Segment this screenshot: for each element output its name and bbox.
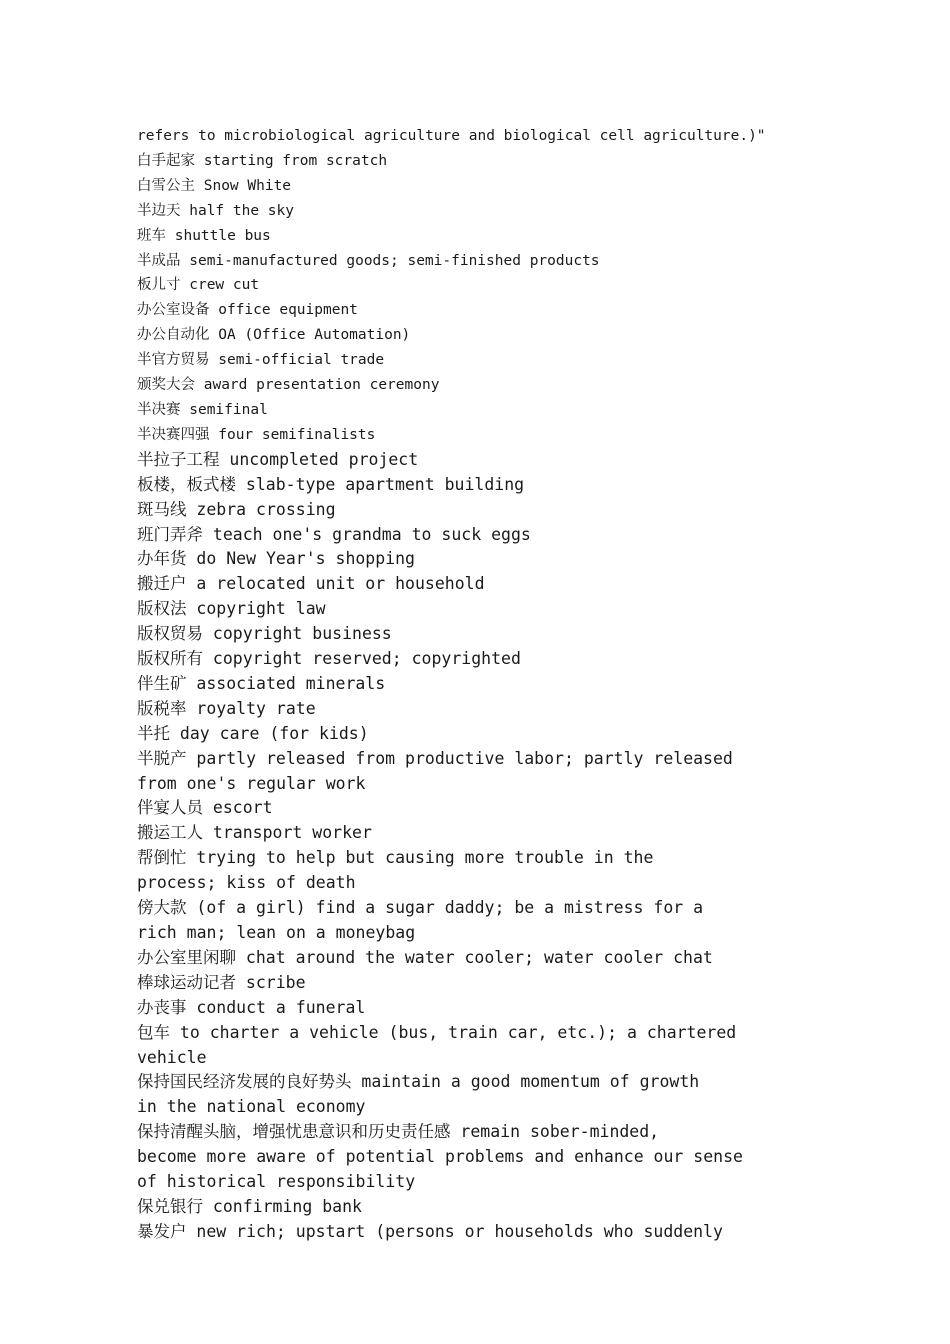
- glossary-line: from one's regular work: [137, 773, 366, 793]
- glossary-line: 棒球运动记者 scribe: [137, 972, 306, 992]
- glossary-line: 白手起家 starting from scratch: [137, 152, 388, 169]
- glossary-line: 班门弄斧 teach one's grandma to suck eggs: [137, 524, 531, 544]
- glossary-line: 帮倒忙 trying to help but causing more trouble in the: [137, 848, 654, 868]
- glossary-line: 办公室设备 office equipment: [137, 302, 358, 319]
- glossary-line: 伴宴人员 escort: [137, 798, 273, 818]
- glossary-line: rich man; lean on a moneybag: [137, 923, 416, 942]
- glossary-line: become more aware of potential problems and enhance our sense: [137, 1147, 743, 1167]
- glossary-line: 半脱产 partly released from productive labor; partly released: [137, 748, 733, 768]
- glossary-line: refers to microbiological agriculture and biological cell agriculture.)": [137, 128, 766, 144]
- glossary-line: 半成品 semi-manufactured goods; semi-finished products: [137, 252, 600, 269]
- glossary-line: 办年货 do New Year's shopping: [137, 549, 415, 569]
- glossary-line: 半决赛四强 four semifinalists: [137, 426, 376, 443]
- glossary-line: in the national economy: [137, 1097, 366, 1117]
- glossary-line: 保持清醒头脑，增强忧患意识和历史责任感 remain sober-minded,: [137, 1122, 660, 1142]
- glossary-line: 傍大款 (of a girl) find a sugar daddy; be a mistress for a: [137, 898, 704, 918]
- glossary-line: 半官方贸易 semi-official trade: [137, 352, 385, 369]
- glossary-line: of historical responsibility: [137, 1172, 416, 1192]
- glossary-line: 版权贸易 copyright business: [137, 624, 392, 644]
- glossary-entries: [137, 124, 766, 1245]
- glossary-line: 保持国民经济发展的良好势头 maintain a good momentum of growth: [137, 1072, 700, 1092]
- glossary-line: 搬迁户 a relocated unit or household: [137, 574, 485, 594]
- glossary-line: 半边天 half the sky: [137, 202, 294, 219]
- glossary-line: process; kiss of death: [137, 873, 356, 893]
- glossary-line: 伴生矿 associated minerals: [137, 673, 386, 693]
- glossary-line: 板儿寸 crew cut: [137, 277, 260, 294]
- glossary-section-large: [137, 448, 743, 1245]
- glossary-line: 板楼，板式楼 slab-type apartment building: [137, 474, 525, 494]
- glossary-line: 班车 shuttle bus: [137, 227, 271, 244]
- glossary-line: 搬运工人 transport worker: [137, 823, 372, 843]
- glossary-line: 版权法 copyright law: [137, 599, 326, 619]
- glossary-line: 版权所有 copyright reserved; copyrighted: [137, 649, 521, 669]
- glossary-line: 白雪公主 Snow White: [137, 177, 292, 194]
- glossary-line: 办公自动化 OA (Office Automation): [137, 327, 411, 344]
- glossary-line: 暴发户 new rich; upstart (persons or households who suddenly: [137, 1221, 723, 1241]
- glossary-line: 斑马线 zebra crossing: [137, 499, 336, 519]
- glossary-line: 保兑银行 confirming bank: [137, 1196, 362, 1216]
- glossary-section-small: [137, 124, 766, 448]
- glossary-line: 半决赛 semifinal: [137, 401, 268, 418]
- glossary-line: 半托 day care (for kids): [137, 723, 369, 743]
- glossary-line: 包车 to charter a vehicle (bus, train car, etc.); a chartered: [137, 1022, 737, 1042]
- glossary-line: 版税率 royalty rate: [137, 698, 316, 718]
- glossary-line: 半拉子工程 uncompleted project: [137, 449, 419, 469]
- glossary-line: vehicle: [137, 1047, 207, 1067]
- glossary-line: 办公室里闲聊 chat around the water cooler; water cooler chat: [137, 947, 713, 967]
- glossary-line: 颁奖大会 award presentation ceremony: [137, 377, 440, 394]
- glossary-line: 办丧事 conduct a funeral: [137, 997, 366, 1017]
